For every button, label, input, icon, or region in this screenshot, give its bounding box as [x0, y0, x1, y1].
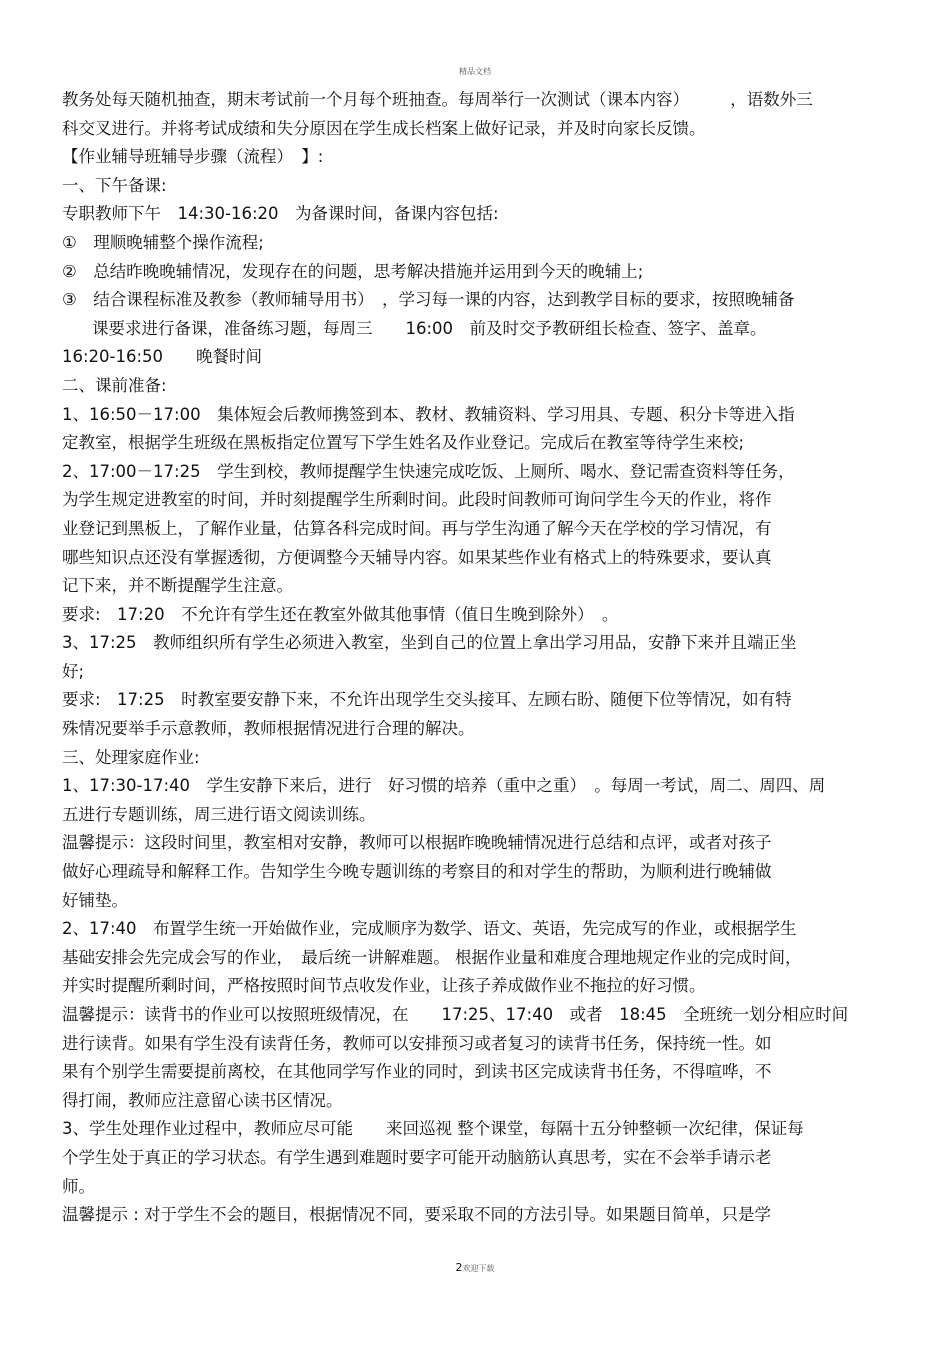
text-line: 师。	[62, 1176, 95, 1196]
text-line: 科交叉进行。并将考试成绩和失分原因在学生成长档案上做好记录，并及时向家长反馈。	[62, 118, 706, 138]
text-line: 果有个别学生需要提前离校，在其他同学写作业的同时，到读书区完成读背书任务，不得喧哗，不	[62, 1062, 772, 1082]
text-line: 16:20-16:50 晚餐时间	[62, 347, 263, 367]
text-line: 得打闹，教师应注意留心读书区情况。	[62, 1090, 343, 1110]
text-line: 三、处理家庭作业:	[62, 747, 200, 767]
text-line: 课要求进行备课，准备练习题，每周三 16:00 前及时交予教研组长检查、签字、盖章。	[92, 318, 767, 338]
text-line: 五进行专题训练，周三进行语文阅读训练。	[62, 804, 376, 824]
text-line: 做好心理疏导和解释工作。告知学生今晚专题训练的考察目的和对学生的帮助，为顺利进行晚辅做	[62, 862, 772, 882]
text-line: 哪些知识点还没有掌握透彻，方便调整今天辅导内容。如果某些作业有格式上的特殊要求，要认真	[62, 547, 772, 567]
text-line: 记下来，并不断提醒学生注意。	[62, 576, 293, 596]
text-line: 2、17:00－17:25 学生到校，教师提醒学生快速完成吃饭、上厕所、喝水、登记需查资料等任务，	[62, 461, 795, 481]
document-body	[62, 86, 888, 1230]
text-line: 进行读背。如果有学生没有读背任务，教师可以安排预习或者复习的读背书任务，保持统一性。如	[62, 1033, 772, 1053]
text-line: 温馨提示：这段时间里，教室相对安静，教师可以根据昨晚晚辅情况进行总结和点评，或者对孩子	[62, 833, 772, 853]
text-line: 【作业辅导班辅导步骤（流程） 】:	[62, 147, 324, 167]
footer-text: 欢迎下载	[462, 1264, 495, 1273]
text-line: 1、16:50－17:00 集体短会后教师携签到本、教材、教辅资料、学习用具、专题、积分卡等进入指	[62, 404, 795, 424]
text-line: 好;	[62, 661, 85, 681]
text-line: 1、17:30-17:40 学生安静下来后，进行 好习惯的培养（重中之重） 。每周一考试，周二、周四、周	[62, 776, 826, 796]
text-line: 一、下午备课:	[62, 175, 167, 195]
text-line: ① 理顺晚辅整个操作流程;	[62, 232, 264, 252]
text-line: ③ 结合课程标准及教参（教师辅导用书） ，学习每一课的内容，达到教学目标的要求，按照晚辅备	[62, 290, 795, 310]
text-line: 2、17:40 布置学生统一开始做作业，完成顺序为数学、语文、英语，先完成写的作业，或根据学生	[62, 919, 797, 939]
text-line: 个学生处于真正的学习状态。有学生遇到难题时要字可能开动脑筋认真思考，实在不会举手请示老	[62, 1147, 772, 1167]
text-line: 3、17:25 教师组织所有学生必须进入教室，坐到自己的位置上拿出学习用品，安静下来并且端正坐	[62, 633, 797, 653]
text-line: 好铺垫。	[62, 890, 128, 910]
text-line: 二、课前准备:	[62, 375, 167, 395]
text-line: 业登记到黑板上，了解作业量，估算各科完成时间。再与学生沟通了解今天在学校的学习情况，有	[62, 518, 772, 538]
text-line: 殊情况要举手示意教师，教师根据情况进行合理的解决。	[62, 719, 475, 739]
text-line: 定教室，根据学生班级在黑板指定位置写下学生姓名及作业登记。完成后在教室等待学生来校;	[62, 433, 745, 453]
page-number: 2	[455, 1261, 463, 1274]
text-line: 专职教师下午 14:30-16:20 为备课时间，备课内容包括:	[62, 204, 499, 224]
text-line: 要求: 17:20 不允许有学生还在教室外做其他事情（值日生晚到除外） 。	[62, 604, 619, 624]
text-line: 并实时提醒所剩时间，严格按照时间节点收发作业，让孩子养成做作业不拖拉的好习惯。	[62, 976, 706, 996]
text-line: 要求: 17:25 时教室要安静下来，不允许出现学生交头接耳、左顾右盼、随便下位等情况，如有特	[62, 690, 792, 710]
text-line: 基础安排会先完成会写的作业， 最后统一讲解难题。 根据作业量和难度合理地规定作业的完成时间，	[62, 947, 802, 967]
page-footer	[0, 1261, 950, 1274]
text-line: 为学生规定进教室的时间，并时刻提醒学生所剩时间。此段时间教师可询问学生今天的作业，将作	[62, 490, 772, 510]
text-line: 3、学生处理作业过程中，教师应尽可能 来回巡视 整个课堂，每隔十五分钟整顿一次纪律，保证每	[62, 1119, 804, 1139]
text-line: 教务处每天随机抽查，期末考试前一个月每个班抽查。每周举行一次测试（课本内容） ，语数外三	[62, 90, 813, 109]
page-header: 精品文档	[459, 67, 491, 76]
text-line: 温馨提示 : 对于学生不会的题目，根据情况不同，要采取不同的方法引导。如果题目简单，只是学	[62, 1205, 772, 1225]
text-line: ② 总结昨晚晚辅情况，发现存在的问题，思考解决措施并运用到今天的晚辅上;	[62, 261, 644, 281]
text-line: 温馨提示：读背书的作业可以按照班级情况，在 17:25、17:40 或者 18:45 全班统一划分相应时间	[62, 1005, 849, 1024]
